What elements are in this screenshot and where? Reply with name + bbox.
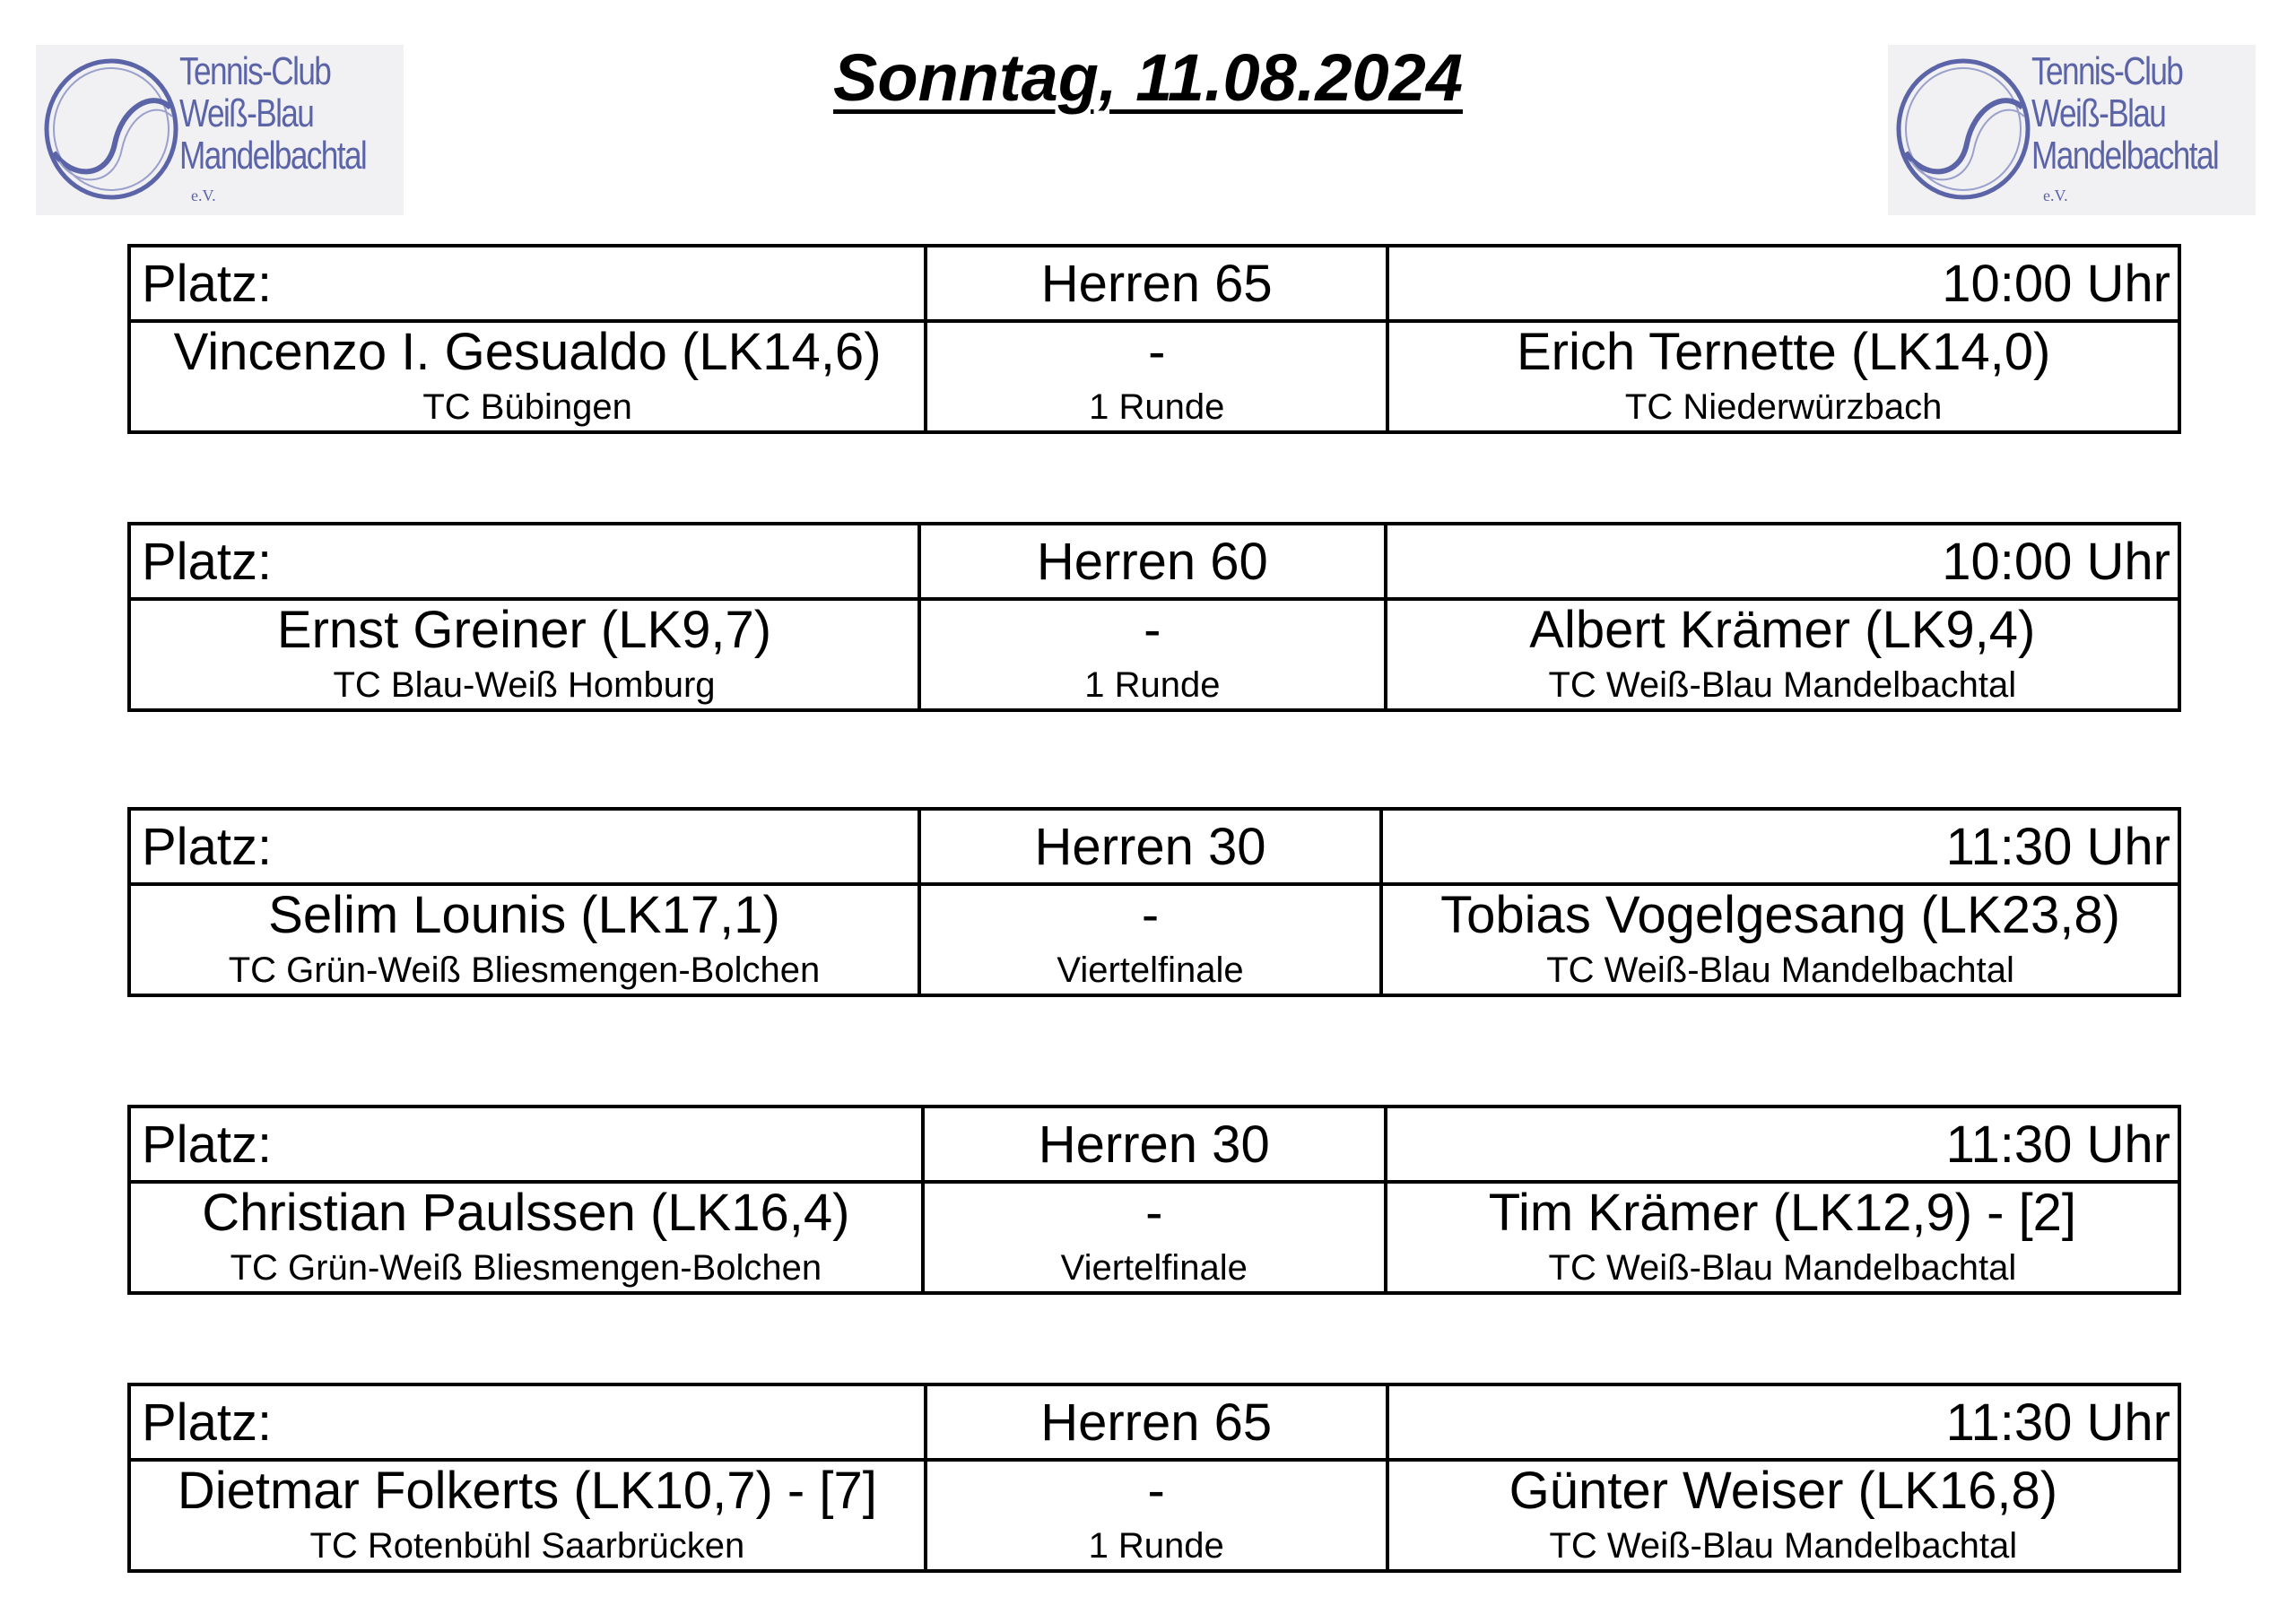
match-header-row (129, 809, 2179, 884)
place-label: Platz: (129, 246, 926, 321)
versus-separator: - (1148, 323, 1166, 381)
place-label: Platz: (129, 524, 919, 599)
player-1-club: TC Rotenbühl Saarbrücken (309, 1526, 745, 1566)
player-2-club: TC Weiß-Blau Mandelbachtal (1548, 1248, 2017, 1288)
player-1-club: TC Blau-Weiß Homburg (333, 665, 716, 705)
logo-line-3: Mandelbachtal (2031, 134, 2219, 178)
place-label: Platz: (129, 1384, 926, 1460)
place-label: Platz: (129, 1107, 923, 1182)
match-time: 11:30 Uhr (1386, 1107, 2179, 1182)
category: Herren 30 (919, 809, 1381, 884)
player-1-name: Ernst Greiner (LK9,7) (276, 601, 772, 659)
player-2-name: Günter Weiser (LK16,8) (1509, 1462, 2058, 1520)
versus-separator: - (1144, 601, 1161, 659)
player-2-name: Albert Krämer (LK9,4) (1529, 601, 2036, 659)
match-table (127, 522, 2181, 712)
match-header-row (129, 1107, 2179, 1182)
logo-line-2: Weiß-Blau (179, 91, 314, 135)
page-title: Sonntag, 11.08.2024 (833, 40, 1463, 115)
logo-line-4: e.V. (2043, 187, 2068, 204)
player-2-club: TC Weiß-Blau Mandelbachtal (1548, 665, 2017, 705)
round-label: Viertelfinale (1060, 1248, 1248, 1288)
versus-separator: - (1147, 1462, 1165, 1520)
player-1-name: Vincenzo I. Gesualdo (LK14,6) (173, 323, 882, 381)
player-2-club: TC Weiß-Blau Mandelbachtal (1549, 1526, 2018, 1566)
category: Herren 65 (926, 1384, 1387, 1460)
match-time: 10:00 Uhr (1386, 524, 2179, 599)
player-1-name: Dietmar Folkerts (LK10,7) - [7] (177, 1462, 877, 1520)
versus-separator: - (1141, 886, 1160, 944)
logo-line-1: Tennis-Club (2031, 49, 2183, 93)
player-1-name: Selim Lounis (LK17,1) (268, 886, 780, 944)
round-label: 1 Runde (1084, 665, 1221, 705)
player-1-club: TC Grün-Weiß Bliesmengen-Bolchen (230, 1248, 822, 1288)
match-time: 10:00 Uhr (1387, 246, 2179, 321)
player-2-name: Tim Krämer (LK12,9) - [2] (1488, 1184, 2077, 1242)
round-label: Viertelfinale (1057, 950, 1244, 990)
logo-line-4: e.V. (191, 187, 216, 204)
match-body-row (129, 1182, 2179, 1293)
logo-line-1: Tennis-Club (179, 49, 331, 93)
match-header-row (129, 524, 2179, 599)
player-2-name: Erich Ternette (LK14,0) (1516, 323, 2051, 381)
match-body-row (129, 321, 2179, 432)
player-1-club: TC Grün-Weiß Bliesmengen-Bolchen (228, 950, 821, 990)
category: Herren 30 (923, 1107, 1386, 1182)
match-time: 11:30 Uhr (1387, 1384, 2179, 1460)
category: Herren 60 (919, 524, 1386, 599)
player-2-name: Tobias Vogelgesang (LK23,8) (1440, 886, 2120, 944)
match-header-row (129, 1384, 2179, 1460)
category: Herren 65 (926, 246, 1387, 321)
player-1-club: TC Bübingen (422, 387, 632, 427)
player-2-club: TC Weiß-Blau Mandelbachtal (1546, 950, 2014, 990)
versus-separator: - (1145, 1184, 1163, 1242)
match-table (127, 244, 2181, 434)
match-time: 11:30 Uhr (1381, 809, 2179, 884)
logo-line-3: Mandelbachtal (179, 134, 367, 178)
match-table (127, 807, 2181, 997)
match-table (127, 1105, 2181, 1295)
logo-line-2: Weiß-Blau (2031, 91, 2166, 135)
player-1-name: Christian Paulssen (LK16,4) (202, 1184, 850, 1242)
player-2-club: TC Niederwürzbach (1624, 387, 1943, 427)
match-header-row (129, 246, 2179, 321)
match-body-row (129, 884, 2179, 995)
match-body-row (129, 599, 2179, 710)
round-label: 1 Runde (1088, 1526, 1224, 1566)
place-label: Platz: (129, 809, 919, 884)
match-table (127, 1383, 2181, 1573)
round-label: 1 Runde (1089, 387, 1225, 427)
match-body-row (129, 1460, 2179, 1571)
